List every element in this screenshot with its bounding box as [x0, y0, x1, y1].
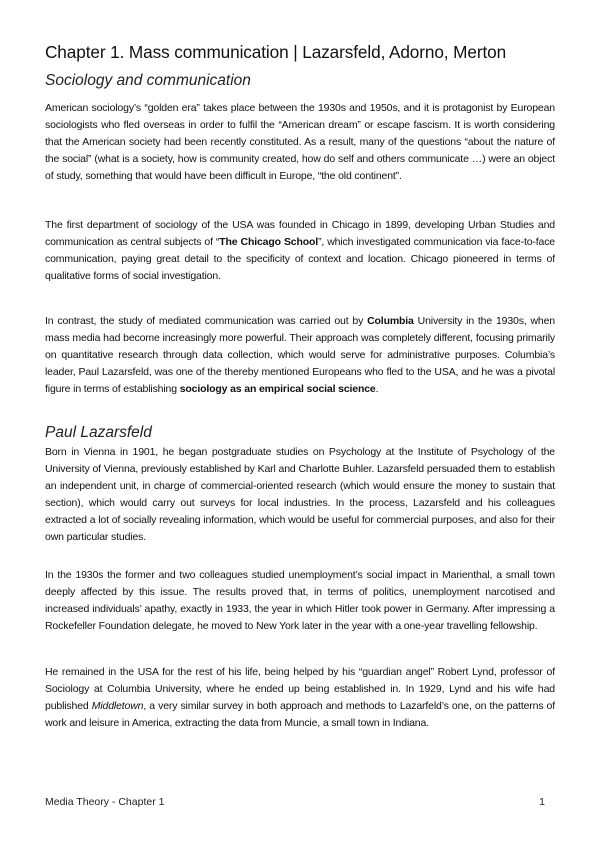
text-run: University in the 1930s, when mass media had become increasingly more powerful. Their approach was completely different, focusing primarily on quantitative research through data collection, which would serve for administrative purposes. Columbia’s leader, Paul Lazarsfeld, was one of the thereby mentioned Europeans who fled to the USA, and he was a pivotal figure in terms of establishing — [45, 315, 555, 395]
text-run: In the 1930s the former and two colleagues studied unemployment’s social impact in Marienthal, a small town deeply affected by this issue. The results proved that, in terms of politics, unemployment narcotised and increased individuals’ apathy, exactly in 1933, the year in which Hitler took power in Germany. After impressing a Rockefeller Foundation delegate, he moved to New York later in the year with a one-year travelling fellowship. — [45, 569, 555, 632]
section-heading-sociology: Sociology and communication — [45, 72, 251, 89]
text-run: , a very similar survey in both approach and methods to Lazarfeld’s one, on the patterns of work and leisure in America, extracting the data from Muncie, a small town in Indiana. — [45, 700, 556, 729]
text-run: He remained in the USA for the rest of his life, being helped by his “guardian angel” Robert Lynd, professor of Sociology at Columbia University, where he ended up being established in. In 1929, Lynd and his wife had published — [45, 666, 555, 712]
paragraph — [45, 664, 555, 732]
paragraph — [45, 567, 555, 635]
text-run: . — [375, 383, 379, 395]
page-number: 1 — [539, 796, 545, 808]
text-run: In contrast, the study of mediated communication was carried out by — [45, 315, 368, 327]
chapter-title: Chapter 1. Mass communication | Lazarsfeld, Adorno, Merton — [45, 42, 507, 62]
paragraph — [45, 313, 555, 398]
paragraph — [45, 100, 555, 185]
page-footer — [45, 796, 545, 808]
paragraph — [45, 217, 555, 285]
italic-text: Middletown — [91, 700, 144, 712]
text-run: Born in Vienna in 1901, he began postgraduate studies on Psychology at the Institute of Psychology of the University of Vienna, previously established by Karl and Charlotte Buhler. Lazarsfeld persuaded them to establish an independent unit, in charge of commercial-oriented research (which would ensure the money to sustain that section), which would carry out surveys for local industries. In the process, Lazarsfeld and his colleagues extracted a lot of socially revealing information, which would be useful for commercial purposes, and also for their own particular studies. — [45, 446, 555, 543]
paragraph — [45, 444, 555, 546]
bold-text: The Chicago School — [219, 236, 319, 248]
bold-text: Columbia — [367, 315, 414, 327]
section-heading-lazarsfeld: Paul Lazarsfeld — [45, 424, 152, 441]
text-run: ”, which investigated communication via face-to-face communication, paying great detail to the specificity of context and location. Chicago pioneered in terms of qualitative forms of social investigation. — [45, 236, 555, 282]
footer-label: Media Theory - Chapter 1 — [45, 796, 165, 808]
text-run: The first department of sociology of the USA was founded in Chicago in 1899, developing Urban Studies and communication as central subjects of “ — [45, 219, 555, 248]
text-run: American sociology’s “golden era” takes place between the 1930s and 1950s, and it is protagonist by European sociologists who fled overseas in order to fulfil the “American dream” or escape fascism. It is worth considering that the American society had been recently constituted. As a result, many of the questions “about the nature of the social” (what is a society, how is community created, how do self and others communicate …) were an object of study, something that would have been difficult in Europe, “the old continent”. — [45, 102, 555, 182]
bold-text: sociology as an empirical social science — [179, 383, 376, 395]
